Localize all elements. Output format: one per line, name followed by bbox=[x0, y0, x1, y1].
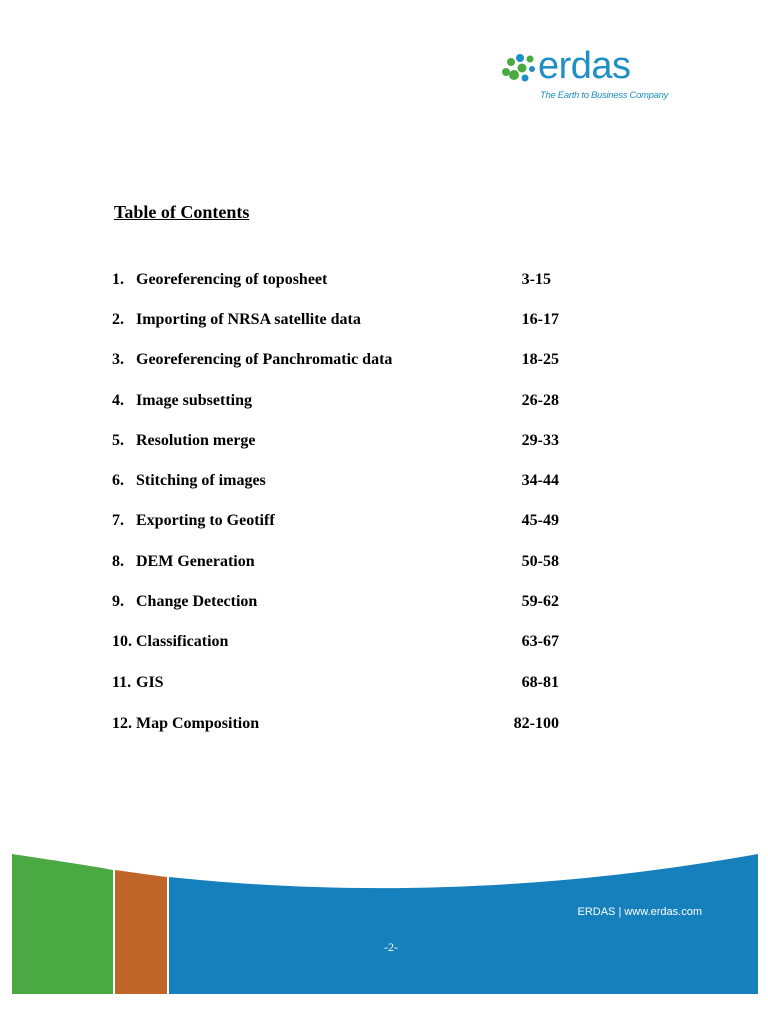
toc-entry-number: 3. bbox=[112, 351, 124, 368]
toc-entry-pages: 59-62 bbox=[521, 593, 559, 610]
erdas-logo bbox=[500, 45, 669, 106]
toc-entry-title: Resolution merge bbox=[136, 432, 256, 449]
toc-entry-pages: 26-28 bbox=[521, 392, 559, 409]
toc-entry bbox=[0, 715, 768, 737]
toc-entry-pages: 18-25 bbox=[521, 351, 559, 368]
toc-entry bbox=[0, 351, 768, 373]
toc-entry-pages: 63-67 bbox=[521, 633, 559, 650]
footer-blue-panel bbox=[169, 854, 758, 994]
toc-entry-number: 4. bbox=[112, 392, 124, 409]
footer-band bbox=[12, 846, 758, 994]
toc-entry bbox=[0, 472, 768, 494]
toc-entry-number: 11. bbox=[112, 674, 132, 691]
toc-entry-title: Classification bbox=[136, 633, 229, 650]
toc-entry-title: GIS bbox=[136, 674, 164, 691]
toc-entry-title: Stitching of images bbox=[136, 472, 266, 489]
toc-entry-pages: 68-81 bbox=[521, 674, 559, 691]
toc-entry-number: 6. bbox=[112, 472, 124, 489]
toc-entry-title: Image subsetting bbox=[136, 392, 253, 409]
toc-entry bbox=[0, 432, 768, 454]
toc-entry-pages: 3-15 bbox=[521, 271, 551, 288]
toc-entry-pages: 82-100 bbox=[513, 715, 559, 732]
toc-entry-number: 2. bbox=[112, 311, 124, 328]
logo-wordmark: erdas bbox=[538, 45, 631, 87]
toc-entry-number: 5. bbox=[112, 432, 124, 449]
toc-entry bbox=[0, 674, 768, 696]
toc-entry-title: Change Detection bbox=[136, 593, 258, 610]
toc-entry-title: Exporting to Geotiff bbox=[136, 512, 275, 529]
toc-title: Table of Contents bbox=[114, 202, 250, 222]
page-number: -2- bbox=[384, 940, 398, 954]
toc-entry-title: Georeferencing of Panchromatic data bbox=[136, 351, 393, 368]
toc-entry bbox=[0, 553, 768, 575]
erdas-logo-dots-icon bbox=[500, 52, 540, 88]
footer-brand: ERDAS | www.erdas.com bbox=[577, 906, 702, 918]
toc-entry bbox=[0, 311, 768, 333]
toc-entry-pages: 16-17 bbox=[521, 311, 559, 328]
toc-entry-title: Map Composition bbox=[136, 715, 260, 732]
toc-entry-pages: 50-58 bbox=[521, 553, 559, 570]
toc-entry-number: 10. bbox=[112, 633, 132, 650]
toc-entry-number: 7. bbox=[112, 512, 124, 529]
toc-entry bbox=[0, 633, 768, 655]
toc-entry-pages: 45-49 bbox=[521, 512, 559, 529]
footer-orange-panel bbox=[115, 870, 167, 994]
logo-tagline: The Earth to Business Company bbox=[540, 90, 669, 101]
toc-entry-number: 9. bbox=[112, 593, 124, 610]
toc-entry bbox=[0, 271, 768, 293]
toc-entry-number: 8. bbox=[112, 553, 124, 570]
toc-entry bbox=[0, 392, 768, 414]
toc-entry-pages: 34-44 bbox=[521, 472, 559, 489]
toc-entry-title: Georeferencing of toposheet bbox=[136, 271, 328, 288]
toc-entry-title: Importing of NRSA satellite data bbox=[136, 311, 361, 328]
footer-green-panel bbox=[12, 854, 113, 994]
toc-entry-number: 12. bbox=[112, 715, 132, 732]
toc-entry-number: 1. bbox=[112, 271, 124, 288]
toc-entry-pages: 29-33 bbox=[521, 432, 559, 449]
toc-entry-title: DEM Generation bbox=[136, 553, 255, 570]
footer-graphic bbox=[12, 846, 758, 994]
toc-entry bbox=[0, 593, 768, 615]
toc-entry bbox=[0, 512, 768, 534]
